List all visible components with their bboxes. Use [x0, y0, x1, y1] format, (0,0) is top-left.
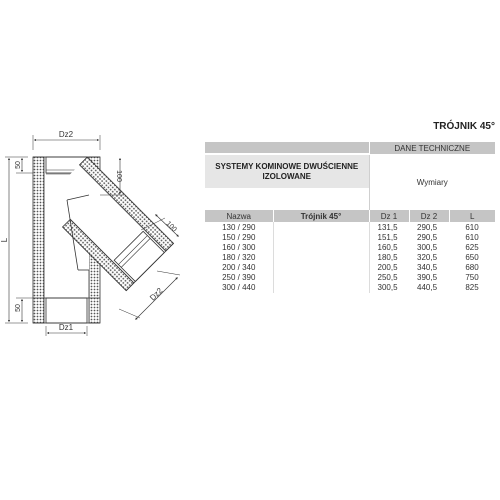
cell-l: 650 [465, 253, 479, 262]
dim-dz1-bottom [46, 323, 87, 336]
dim-100-top-label: 100 [115, 170, 122, 182]
cell-l: 610 [465, 233, 479, 242]
cell-dz2: 320,5 [417, 253, 438, 262]
cell-dz2: 440,5 [417, 283, 438, 292]
header-spacer [205, 188, 369, 210]
dim-100-branch-label: 100 [164, 220, 178, 234]
header-tech-data: DANE TECHNICZNE [369, 142, 495, 154]
dim-50-bottom-label: 50 [15, 304, 22, 312]
cell-dz1: 180,5 [377, 253, 398, 262]
col-header-name: Nazwa [205, 210, 273, 222]
cell-name: 130 / 290 [222, 223, 256, 232]
cell-name: 250 / 390 [222, 273, 256, 282]
dim-dz1-bottom-label: Dz1 [58, 323, 74, 332]
dim-50-bottom [15, 298, 33, 321]
dim-dz2-branch-label: Dz2 [148, 286, 165, 303]
col-header-dz1: Dz 1 [369, 210, 409, 222]
cell-l: 680 [465, 263, 479, 272]
dim-l-label: L [0, 237, 9, 243]
cell-dz2: 290,5 [417, 223, 438, 232]
cell-name: 160 / 300 [222, 243, 256, 252]
product-title: TRÓJNIK 45° [433, 121, 495, 132]
dim-dz2-top-label: Dz2 [58, 130, 74, 139]
cell-dz1: 200,5 [377, 263, 398, 272]
cell-l: 750 [465, 273, 479, 282]
cell-l: 610 [465, 223, 479, 232]
cell-dz1: 131,5 [377, 223, 398, 232]
cell-product-blank [273, 222, 369, 293]
dim-dz2-top [33, 130, 100, 150]
cell-dz1: 250,5 [377, 273, 398, 282]
table-row [205, 222, 495, 233]
dim-50-top [15, 159, 33, 173]
col-header-product: Trójnik 45° [273, 210, 369, 222]
cell-dz2: 300,5 [417, 243, 438, 252]
table-top-band [205, 142, 369, 154]
cell-dz2: 390,5 [417, 273, 438, 282]
col-header-l: L [449, 210, 495, 222]
header-dimensions: Wymiary [369, 154, 495, 210]
technical-data-table [205, 142, 495, 293]
cell-name: 150 / 290 [222, 233, 256, 242]
cell-l: 825 [465, 283, 479, 292]
cell-dz1: 300,5 [377, 283, 398, 292]
cell-dz1: 151,5 [377, 233, 398, 242]
col-header-dz2: Dz 2 [409, 210, 449, 222]
dim-50-top-label: 50 [15, 161, 22, 169]
cell-name: 300 / 440 [222, 283, 256, 292]
header-system: SYSTEMY KOMINOWE DWUŚCIENNE IZOLOWANE [205, 154, 369, 188]
cell-dz2: 290,5 [417, 233, 438, 242]
cell-dz1: 160,5 [377, 243, 398, 252]
cell-dz2: 340,5 [417, 263, 438, 272]
cell-name: 180 / 320 [222, 253, 256, 262]
cell-l: 625 [465, 243, 479, 252]
cell-name: 200 / 340 [222, 263, 256, 272]
